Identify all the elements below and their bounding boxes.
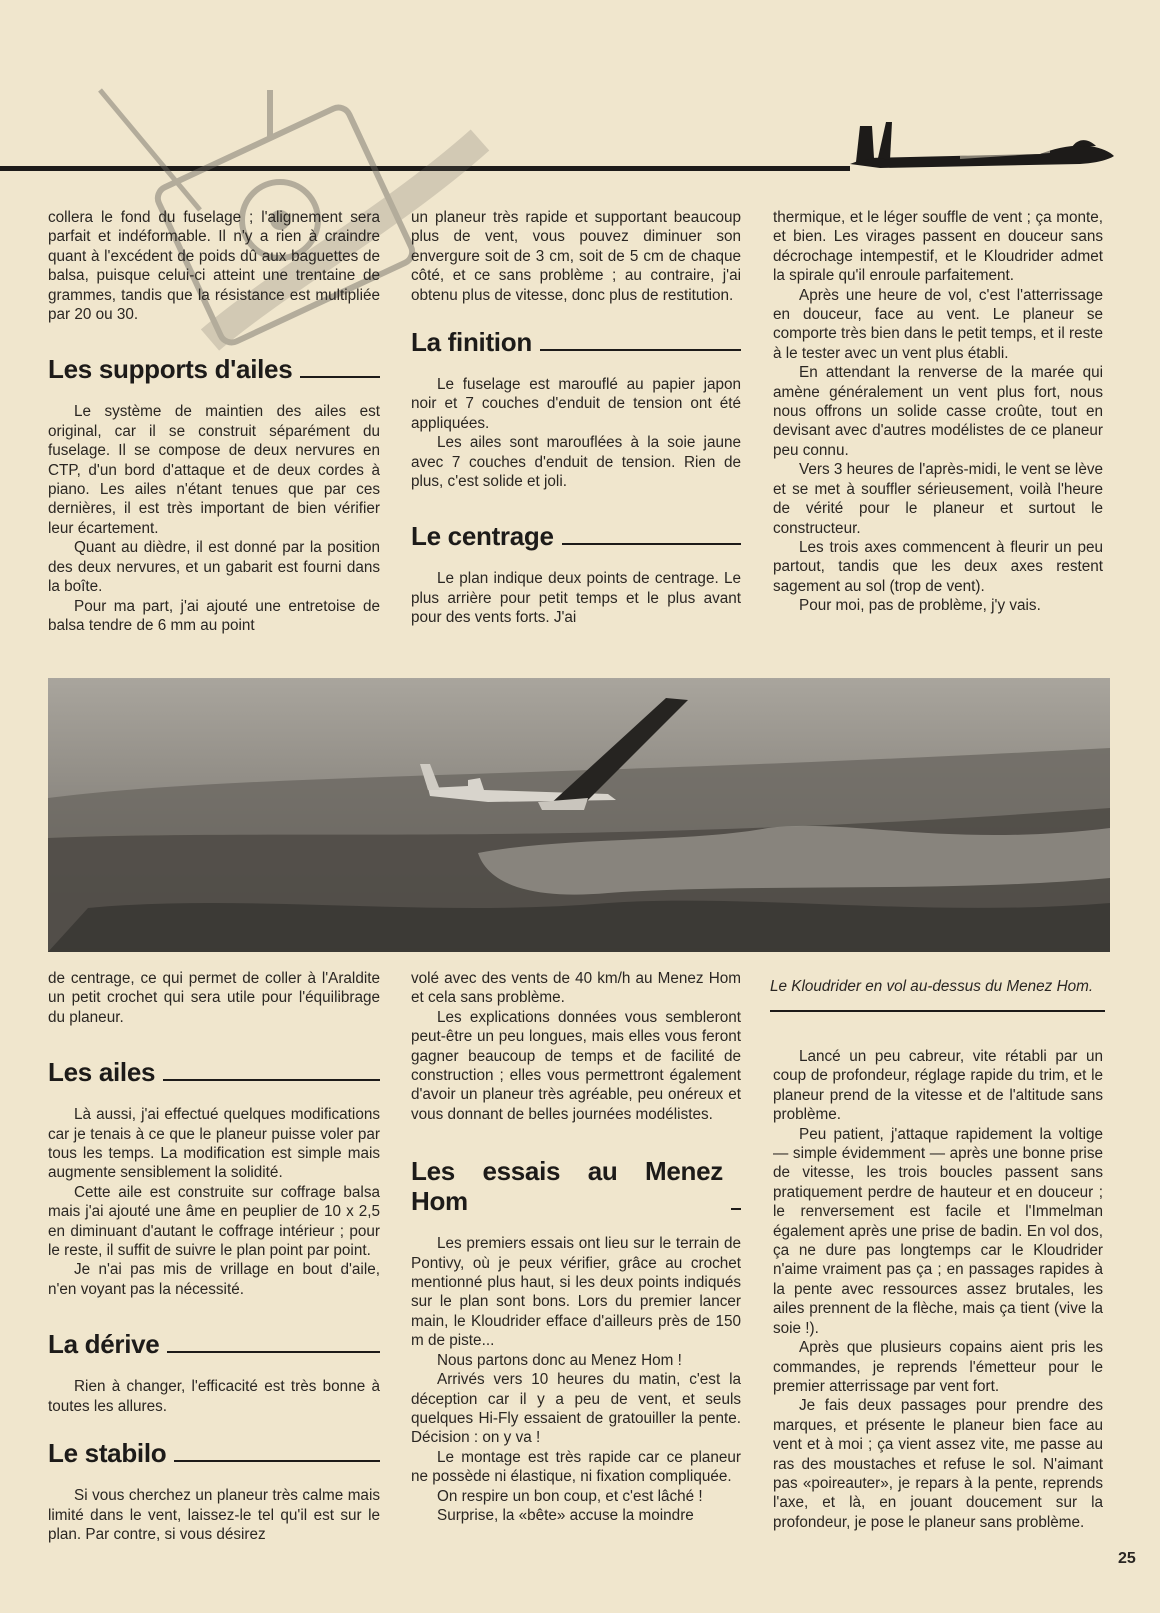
paragraph: Quant au dièdre, il est donné par la position des deux nervures, et un gabarit est fourni dans la boîte. — [48, 539, 380, 596]
paragraph: Le fuselage est marouflé au papier japon noir et 7 couches d'enduit de tension ont été appliquées. — [411, 376, 741, 432]
top-column-3 — [773, 208, 1103, 616]
paragraph: Après une heure de vol, c'est l'atterrissage en douceur, face au vent. Le planeur se comporte très bien dans le petit temps, et il reste à le tester avec un vent plus établi. — [773, 286, 1103, 362]
paragraph: Là aussi, j'ai effectué quelques modifications car je tenais à ce que le planeur puisse voler par tous les temps. La modification est simple mais augmente sensiblement la solidité. — [48, 1106, 380, 1182]
photo-glider-in-flight — [48, 678, 1110, 952]
glider-logo-icon — [850, 120, 1115, 180]
section-heading-ailes: Les ailes — [48, 1057, 380, 1087]
bottom-column-1 — [48, 969, 380, 1544]
paragraph: En attendant la renverse de la marée qui amène généralement un vent plus fort, nous nous offrons un solide casse croûte, tout en devisant avec d'autres modélistes de ce planeur peu connu. — [773, 364, 1103, 459]
paragraph: Les trois axes commencent à fleurir un peu partout, tandis que les deux axes restent sagement au sol (trop de vent). — [773, 538, 1103, 595]
paragraph: thermique, et le léger souffle de vent ; ça monte, et bien. Les virages passent en douceur sans décrochage intempestif, et le Kloudrider admet la spirale qu'il enroule parfaitement. — [773, 209, 1103, 285]
paragraph: Les ailes sont marouflées à la soie jaune avec 7 couches d'enduit de tension. Rien de plus, c'est solide et joli. — [411, 434, 741, 491]
paragraph: Le plan indique deux points de centrage. Le plus arrière pour petit temps et le plus avant pour des vents forts. J'ai — [411, 570, 741, 627]
paragraph: Je n'ai pas mis de vrillage en bout d'aile, n'en voyant pas la nécessité. — [48, 1261, 380, 1298]
paragraph: Vers 3 heures de l'après-midi, le vent se lève et se met à souffler sérieusement, voilà l'heure de vérité pour le planeur et surtout le constructeur. — [773, 461, 1103, 537]
section-heading-stabilo: Le stabilo — [48, 1438, 380, 1468]
paragraph: Pour ma part, j'ai ajouté une entretoise de balsa tendre de 6 mm au point — [48, 597, 380, 634]
paragraph: On respire un bon coup, et c'est lâché ! — [437, 1487, 703, 1505]
paragraph: collera le fond du fuselage ; l'alignement sera parfait et indéformable. Il n'y a rien à craindre quant à l'excédent de poids dû aux baguettes de balsa, puisque celui-ci atteint une trentaine de grammes, tandis que la résistance est multipliée par 20 ou 30. — [48, 209, 380, 324]
paragraph: Nous partons donc au Menez Hom ! — [437, 1351, 682, 1369]
section-heading-finition: La finition — [411, 327, 741, 357]
bottom-column-2 — [411, 969, 741, 1525]
paragraph: Le montage est très rapide car ce planeur ne possède ni élastique, ni fixation compliquée. — [411, 1448, 741, 1486]
bottom-column-3 — [773, 1047, 1103, 1532]
paragraph: Pour moi, pas de problème, j'y vais. — [799, 597, 1041, 615]
top-column-2 — [411, 208, 741, 628]
paragraph: Surprise, la «bête» accuse la moindre — [437, 1506, 694, 1524]
paragraph: Rien à changer, l'efficacité est très bonne à toutes les allures. — [48, 1378, 380, 1415]
paragraph: Lancé un peu cabreur, vite rétabli par un coup de profondeur, réglage rapide du trim, et le planeur prend de la vitesse et de l'altitude sans problème. — [773, 1048, 1103, 1124]
paragraph: Les explications données vous sembleront peut-être un peu longues, mais elles vous feront gagner beaucoup de temps et de facilité de construction ; elles vous permettront également d'avoir un planeur très agréable, peu onéreux et vous donnant de belles journées modélistes. — [411, 1008, 741, 1123]
paragraph: Les premiers essais ont lieu sur le terrain de Pontivy, où je peux vérifier, grâce au crochet mentionné plus haut, si les deux points indiqués sur le plan sont bons. Lors du premier lancer main, le Kloudrider efface d'ailleurs près de 150 m de piste... — [411, 1235, 741, 1350]
paragraph: de centrage, ce qui permet de coller à l'Araldite un petit crochet qui sera utile pour l'équilibrage du planeur. — [48, 970, 380, 1026]
section-heading-essais: Les essais au Menez Hom — [411, 1156, 741, 1216]
paragraph: Peu patient, j'attaque rapidement la voltige — simple évidemment — après une bonne prise de vitesse, les trois boucles passent sans pratiquement perdre de hauteur et en douceur ; le renversement est facile et l'Immelman également après une prise de badin. En vol dos, ça ne dure pas longtemps car le Kloudrider n'aime vraiment pas ça ; en passages rapides à la pente avec ressources assez brutales, les ailes prennent de la flèche, mais ça tient (vive la soie !). — [773, 1125, 1103, 1337]
section-heading-derive: La dérive — [48, 1329, 380, 1359]
top-column-1 — [48, 208, 380, 635]
photo-caption: Le Kloudrider en vol au-dessus du Menez Hom. — [770, 977, 1105, 1012]
paragraph: Si vous cherchez un planeur très calme mais limité dans le vent, laissez-le tel qu'il est sur le plan. Par contre, si vous désirez — [48, 1487, 380, 1543]
section-heading-supports: Les supports d'ailes — [48, 354, 380, 384]
page-number: 25 — [1118, 1550, 1136, 1567]
paragraph: volé avec des vents de 40 km/h au Menez Hom et cela sans problème. — [411, 970, 741, 1007]
paragraph: un planeur très rapide et supportant beaucoup plus de vent, vous pouvez diminuer son envergure soit de 3 cm, soit de 5 cm de chaque côté, et ce sans problème ; au contraire, j'ai obtenu plus de vitesse, donc plus de restitution. — [411, 209, 741, 304]
photo-glider-icon — [48, 678, 1110, 952]
section-heading-centrage: Le centrage — [411, 521, 741, 551]
paragraph: Arrivés vers 10 heures du matin, c'est la déception car il y a peu de vent, et seuls quelques Hi-Fly essaient de gratouiller la pente. Décision : on y va ! — [411, 1371, 741, 1447]
paragraph: Cette aile est construite sur coffrage balsa mais j'ai ajouté une âme en peuplier de 10 x 2,5 en diminuant d'autant le coffrage intérieur ; pour le reste, il suffit de suivre le plan point par point. — [48, 1183, 380, 1260]
paragraph: Après que plusieurs copains aient pris les commandes, je reprends l'émetteur pour le premier atterrissage par vent fort. — [773, 1339, 1103, 1395]
paragraph: Le système de maintien des ailes est original, car il se construit séparément du fuselage. Il se compose de deux nervures en CTP, d'un bord d'attaque et de deux cordes à piano. Les ailes n'étant tenues que par ces dernières, il est très important de bien vérifier leur écartement. — [48, 403, 380, 537]
paragraph: Je fais deux passages pour prendre des marques, et présente le planeur bien face au vent et à moi ; ça vient assez vite, me passe au ras des moustaches et refuse le sol. N'aimant pas «poireauter», je repars à la pente, reprends l'axe, et là, en jouant doucement sur la profondeur, je pose le planeur sans problème. — [773, 1397, 1103, 1531]
